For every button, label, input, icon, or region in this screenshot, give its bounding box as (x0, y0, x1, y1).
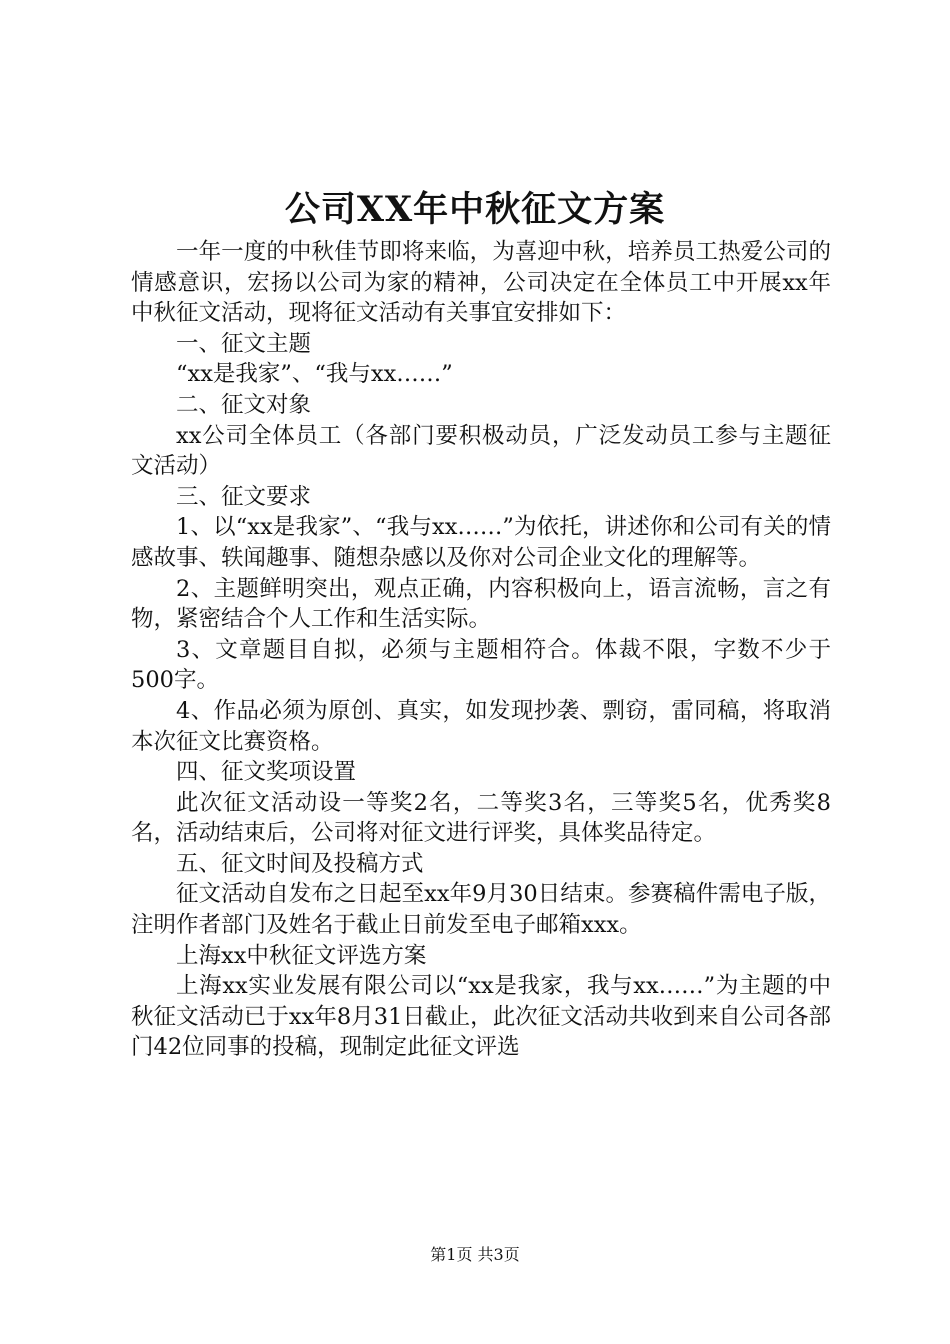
requirement-item: 1、以“xx是我家”、“我与xx……”为依托，讲述你和公司有关的情感故事、轶闻趣事、随想杂感以及你对公司企业文化的理解等。 (131, 514, 831, 571)
audience-paragraph: xx公司全体员工（各部门要积极动员，广泛发动员工参与主题征文活动） (131, 422, 831, 480)
document-body (131, 237, 831, 1063)
intro-paragraph: 一年一度的中秋佳节即将来临，为喜迎中秋，培养员工热爱公司的情感意识，宏扬以公司为家的精神，公司决定在全体员工中开展xx年中秋征文活动，现将征文活动有关事宜安排如下： (131, 239, 831, 327)
requirement-item: 3、文章题目自拟，必须与主题相符合。体裁不限，字数不少于500字。 (131, 636, 831, 694)
requirement-item: 4、作品必须为原创、真实，如发现抄袭、剽窃，雷同稿，将取消本次征文比赛资格。 (131, 697, 831, 755)
theme-paragraph: “xx是我家”、“我与xx……” (176, 361, 453, 388)
subdocument-paragraph: 上海xx实业发展有限公司以“xx是我家，我与xx……”为主题的中秋征文活动已于xx年8月31日截止，此次征文活动共收到来自公司各部门42位同事的投稿，现制定此征文评选 (131, 973, 831, 1061)
subdocument-heading: 上海xx中秋征文评选方案 (176, 942, 427, 969)
schedule-paragraph: 征文活动自发布之日起至xx年9月30日结束。参赛稿件需电子版，注明作者部门及姓名于截止日前发至电子邮箱xxx。 (131, 881, 831, 939)
section-heading-audience: 二、征文对象 (176, 391, 312, 418)
section-heading-schedule: 五、征文时间及投稿方式 (176, 850, 424, 877)
awards-paragraph: 此次征文活动设一等奖2名，二等奖3名，三等奖5名，优秀奖8名，活动结束后，公司将对征文进行评奖，具体奖品待定。 (131, 789, 831, 847)
page-footer: 第1页 共3页 (430, 1245, 520, 1264)
section-heading-awards: 四、征文奖项设置 (176, 759, 357, 786)
section-heading-theme: 一、征文主题 (176, 330, 312, 357)
document-title: 公司XX年中秋征文方案 (284, 189, 666, 230)
section-heading-requirements: 三、征文要求 (176, 483, 312, 510)
requirement-item: 2、主题鲜明突出，观点正确，内容积极向上，语言流畅，言之有物，紧密结合个人工作和生活实际。 (131, 575, 831, 633)
